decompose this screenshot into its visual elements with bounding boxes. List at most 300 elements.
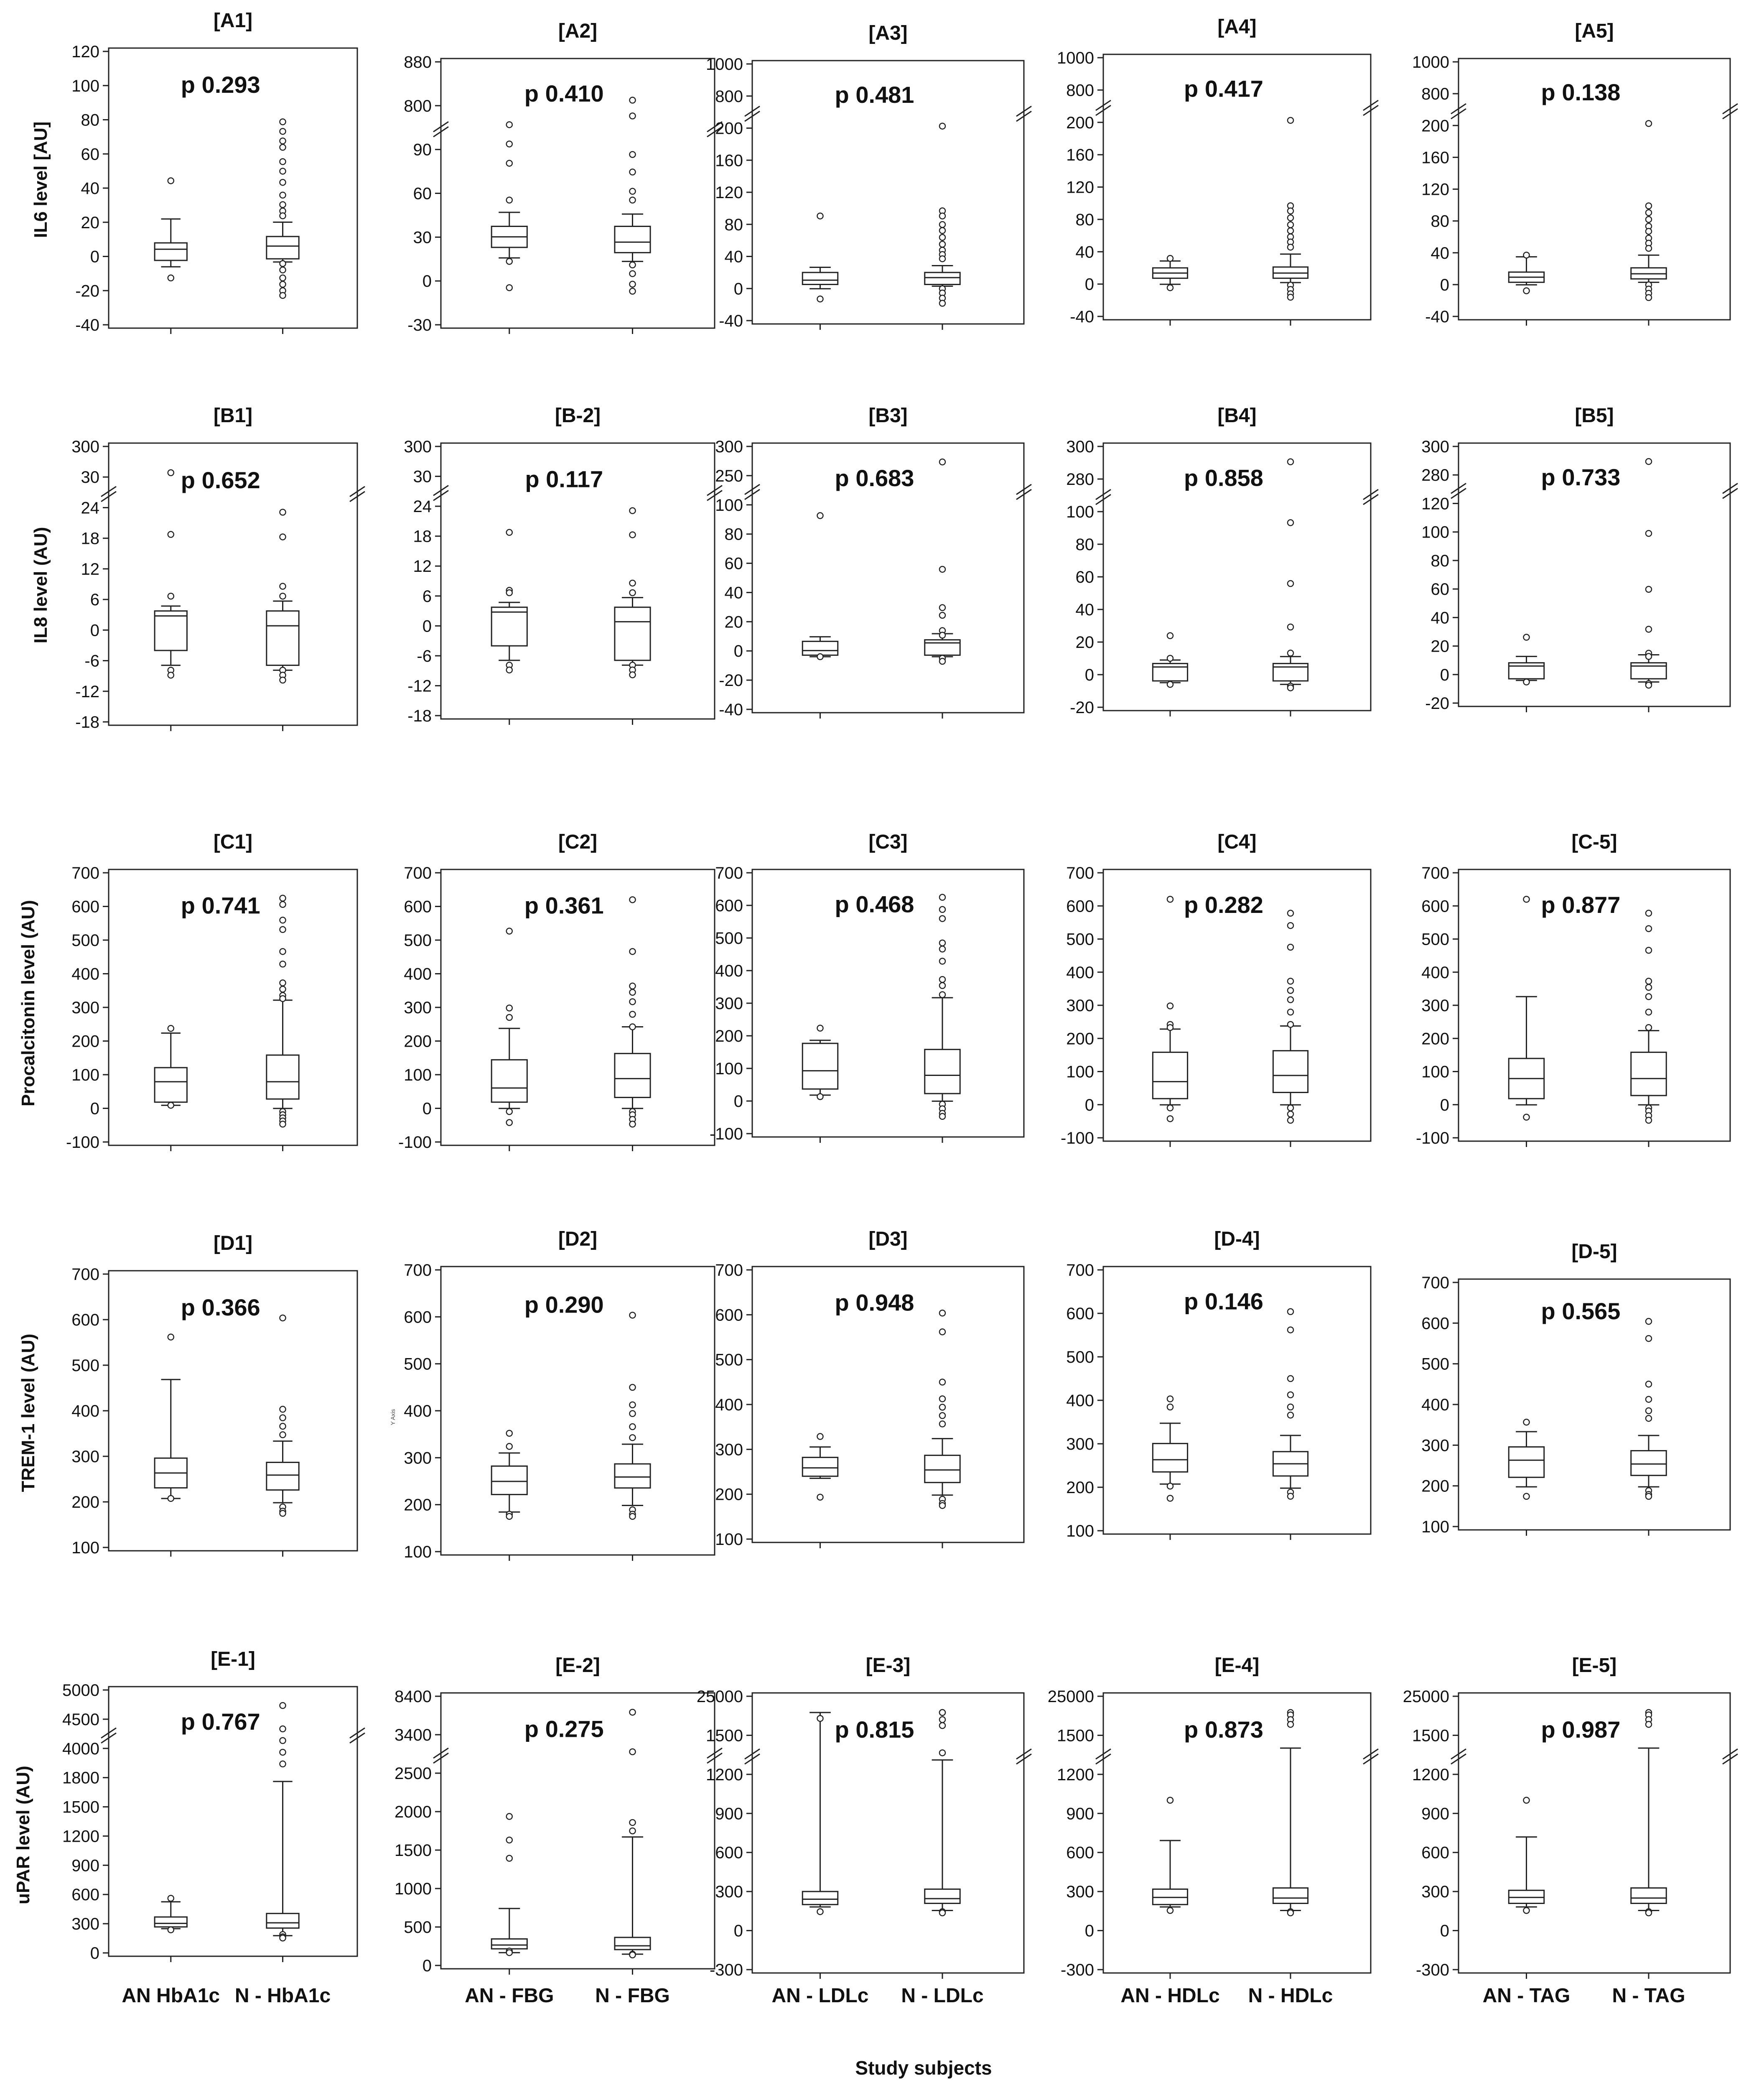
- outlier-point: [1646, 217, 1652, 222]
- panel-label: [D1]: [213, 1232, 253, 1254]
- outlier-point: [1288, 1376, 1293, 1382]
- outlier-point: [280, 1703, 286, 1708]
- box: [491, 1060, 527, 1102]
- y-tick-label: 25000: [696, 1687, 743, 1706]
- outlier-point: [280, 281, 286, 287]
- outlier-point: [630, 948, 636, 954]
- outlier-point: [1167, 1105, 1173, 1111]
- y-tick-label: 700: [404, 864, 432, 882]
- y-tick-label: 3400: [395, 1726, 432, 1744]
- panel-label: [D2]: [558, 1228, 598, 1250]
- y-tick-label: -6: [84, 652, 99, 670]
- outlier-point: [1646, 1910, 1652, 1916]
- p-value-label: p 0.138: [1541, 79, 1621, 105]
- panel-d1: [71, 1232, 357, 1557]
- panel-d-4: [1066, 1228, 1371, 1540]
- y-tick-label: -18: [75, 713, 99, 732]
- box: [491, 607, 527, 646]
- outlier-point: [280, 534, 286, 540]
- outlier-point: [168, 1334, 174, 1340]
- outlier-point: [1167, 655, 1173, 661]
- y-tick-label: 8400: [395, 1687, 432, 1706]
- y-tick-label: 600: [1421, 1314, 1449, 1333]
- y-tick-label: 60: [413, 184, 432, 203]
- outlier-point: [817, 1909, 823, 1914]
- y-tick-label: 280: [1421, 466, 1449, 485]
- y-tick-label: 80: [724, 525, 743, 544]
- outlier-point: [280, 1761, 286, 1767]
- outlier-point: [1288, 1022, 1293, 1027]
- outlier-point: [1288, 1494, 1293, 1499]
- p-value-label: p 0.275: [524, 1715, 604, 1742]
- panel-label: [A4]: [1217, 16, 1257, 38]
- box: [615, 227, 650, 253]
- outlier-point: [1288, 244, 1293, 250]
- panel-a3: [706, 22, 1031, 330]
- y-tick-label: 300: [715, 438, 743, 456]
- box: [1273, 663, 1308, 681]
- outlier-point: [939, 632, 945, 638]
- y-tick-label: 200: [71, 1493, 99, 1511]
- panel-a1: [71, 10, 357, 334]
- y-tick-label: 1200: [1057, 1765, 1094, 1784]
- y-tick-label: 700: [404, 1261, 432, 1280]
- y-tick-label: 100: [1066, 503, 1094, 521]
- y-tick-label: 120: [715, 184, 743, 202]
- outlier-point: [1288, 1721, 1293, 1727]
- outlier-point: [1646, 1117, 1652, 1123]
- box: [802, 641, 838, 655]
- y-tick-label: 60: [1431, 580, 1449, 599]
- outlier-point: [1288, 997, 1293, 1003]
- outlier-point: [817, 296, 823, 302]
- y-tick-label: 40: [81, 179, 99, 198]
- row-ylabel-c: Procalcitonin level (AU): [18, 900, 38, 1106]
- row-ylabel-a: IL6 level [AU]: [31, 121, 51, 238]
- y-tick-label: 300: [1421, 1436, 1449, 1455]
- outlier-point: [630, 281, 636, 287]
- y-tick-label: 300: [404, 999, 432, 1017]
- outlier-point: [168, 672, 174, 678]
- panel-d-5: [1421, 1241, 1730, 1536]
- outlier-point: [939, 1379, 945, 1385]
- outlier-point: [280, 902, 286, 907]
- y-tick-label: 160: [1421, 148, 1449, 167]
- outlier-point: [817, 513, 823, 519]
- outlier-point: [1288, 1392, 1293, 1398]
- outlier-point: [1646, 1408, 1652, 1414]
- figure-xlabel: Study subjects: [855, 2057, 992, 2079]
- y-tick-label: 500: [71, 1356, 99, 1375]
- box: [1273, 1888, 1308, 1904]
- outlier-point: [507, 1837, 512, 1843]
- y-tick-label: 600: [715, 1306, 743, 1325]
- box: [155, 243, 187, 260]
- y-tick-label: -40: [719, 701, 743, 719]
- y-tick-label: 100: [715, 1530, 743, 1549]
- y-tick-label: 4500: [62, 1710, 99, 1729]
- box: [615, 1053, 650, 1097]
- category-label: AN - FBG: [465, 1985, 554, 2007]
- p-value-label: p 0.877: [1541, 892, 1621, 918]
- outlier-point: [1288, 459, 1293, 465]
- outlier-point: [1524, 1494, 1530, 1499]
- p-value-label: p 0.733: [1541, 464, 1621, 490]
- outlier-point: [939, 958, 945, 964]
- outlier-point: [280, 261, 286, 267]
- row-ylabel-b: IL8 level (AU): [31, 527, 51, 644]
- box: [802, 1043, 838, 1089]
- y-tick-label: 1500: [1412, 1726, 1449, 1745]
- y-tick-label: -6: [417, 647, 432, 665]
- outlier-point: [817, 213, 823, 219]
- outlier-point: [1646, 910, 1652, 916]
- y-tick-label: 12: [413, 557, 432, 576]
- y-tick-label: 1500: [395, 1841, 432, 1860]
- outlier-point: [168, 275, 174, 281]
- outlier-point: [1524, 679, 1530, 685]
- outlier-point: [280, 275, 286, 281]
- y-tick-label: 90: [413, 140, 432, 159]
- y-tick-label: -40: [1070, 308, 1094, 326]
- box: [1153, 663, 1187, 681]
- outlier-point: [630, 508, 636, 514]
- panel-a4: [1057, 16, 1378, 326]
- box: [615, 607, 650, 660]
- outlier-point: [1646, 1494, 1652, 1499]
- box: [267, 611, 299, 665]
- box: [1273, 1051, 1308, 1093]
- y-tick-label: 200: [404, 1496, 432, 1514]
- outlier-point: [280, 293, 286, 298]
- panel-b3: [715, 405, 1031, 719]
- y-tick-label: 24: [81, 499, 99, 517]
- p-value-label: p 0.293: [181, 71, 260, 98]
- panel-label: [C3]: [868, 831, 908, 853]
- outlier-point: [280, 267, 286, 273]
- outlier-point: [939, 1404, 945, 1410]
- outlier-point: [939, 1910, 945, 1916]
- outlier-point: [1167, 1396, 1173, 1402]
- y-tick-label: 400: [71, 965, 99, 984]
- y-tick-label: 80: [81, 111, 99, 130]
- y-tick-label: 200: [1421, 1030, 1449, 1048]
- box: [615, 1937, 650, 1950]
- outlier-point: [939, 940, 945, 946]
- outlier-point: [630, 1121, 636, 1127]
- outlier-point: [939, 612, 945, 618]
- outlier-point: [1524, 896, 1530, 902]
- outlier-point: [1524, 252, 1530, 258]
- outlier-point: [939, 459, 945, 465]
- outlier-point: [507, 1856, 512, 1861]
- y-tick-label: 300: [1421, 997, 1449, 1015]
- outlier-point: [280, 1726, 286, 1732]
- y-tick-label: 300: [1066, 997, 1094, 1015]
- row-ylabel-e: uPAR level (AU): [13, 1766, 33, 1904]
- y-tick-label: -20: [1425, 694, 1449, 713]
- y-tick-label: 400: [1421, 963, 1449, 982]
- outlier-point: [1646, 653, 1652, 659]
- panel-b4: [1066, 405, 1378, 717]
- outlier-point: [630, 1828, 636, 1834]
- category-label: N - HDLc: [1248, 1985, 1333, 2007]
- y-tick-label: 250: [715, 466, 743, 485]
- outlier-point: [630, 271, 636, 277]
- outlier-point: [1288, 1412, 1293, 1418]
- outlier-point: [507, 928, 512, 934]
- category-label: N - LDLc: [901, 1985, 984, 2007]
- outlier-point: [1288, 624, 1293, 630]
- outlier-point: [1646, 530, 1652, 536]
- outlier-point: [1646, 210, 1652, 216]
- y-tick-label: 1200: [62, 1827, 99, 1846]
- outlier-point: [1646, 1009, 1652, 1015]
- outlier-point: [630, 113, 636, 119]
- y-tick-label: 0: [422, 272, 432, 291]
- y-tick-label: 300: [404, 438, 432, 456]
- outlier-point: [817, 1025, 823, 1031]
- y-tick-label: 700: [1421, 1274, 1449, 1292]
- p-value-label: p 0.468: [835, 891, 914, 918]
- y-tick-label: 400: [1066, 1392, 1094, 1410]
- box: [925, 1889, 960, 1903]
- y-tick-label: 400: [1421, 1396, 1449, 1414]
- outlier-point: [1288, 1327, 1293, 1333]
- outlier-point: [280, 1935, 286, 1941]
- box: [1631, 1888, 1667, 1904]
- outlier-point: [280, 677, 286, 683]
- outlier-point: [280, 1749, 286, 1755]
- outlier-point: [630, 1820, 636, 1825]
- panel-e-4: [1048, 1654, 1378, 2007]
- y-tick-label: 120: [1421, 494, 1449, 513]
- y-tick-label: 500: [1066, 1348, 1094, 1366]
- outlier-point: [280, 1315, 286, 1321]
- y-tick-label: 600: [71, 897, 99, 916]
- p-value-label: p 0.858: [1184, 464, 1263, 491]
- y-tick-label: 400: [715, 962, 743, 980]
- outlier-point: [280, 986, 286, 992]
- outlier-point: [939, 301, 945, 306]
- y-tick-label: 100: [71, 76, 99, 95]
- p-value-label: p 0.361: [524, 892, 604, 919]
- outlier-point: [1288, 1009, 1293, 1015]
- category-label: AN - HDLc: [1120, 1985, 1220, 2007]
- outlier-point: [939, 234, 945, 240]
- outlier-point: [939, 658, 945, 664]
- panel-label: [E-5]: [1572, 1654, 1617, 1677]
- panel-label: [B1]: [213, 405, 253, 427]
- outlier-point: [939, 228, 945, 234]
- y-tick-label: 0: [90, 1944, 99, 1963]
- outlier-point: [280, 917, 286, 923]
- outlier-point: [1288, 1117, 1293, 1123]
- outlier-point: [1288, 1404, 1293, 1410]
- outlier-point: [507, 1120, 512, 1126]
- outlier-point: [280, 138, 286, 144]
- outlier-point: [1646, 586, 1652, 592]
- y-tick-label: 2000: [395, 1803, 432, 1821]
- panel-label: [C2]: [558, 831, 598, 853]
- outlier-point: [168, 178, 174, 184]
- box: [1153, 1443, 1187, 1472]
- outlier-point: [168, 1102, 174, 1108]
- outlier-point: [1288, 685, 1293, 691]
- outlier-point: [1288, 944, 1293, 950]
- box: [1631, 1052, 1667, 1096]
- outlier-point: [1167, 1404, 1173, 1410]
- outlier-point: [507, 1109, 512, 1114]
- y-tick-label: 500: [1421, 1355, 1449, 1374]
- outlier-point: [280, 119, 286, 125]
- y-tick-label: -20: [719, 671, 743, 690]
- y-tick-label: 1000: [1412, 53, 1449, 71]
- outlier-point: [1288, 581, 1293, 586]
- outlier-point: [1524, 1797, 1530, 1803]
- outlier-point: [1524, 288, 1530, 294]
- y-tick-label: 500: [1421, 930, 1449, 949]
- y-tick-label: 700: [715, 864, 743, 882]
- box: [925, 1050, 960, 1094]
- y-tick-label: 20: [724, 613, 743, 632]
- y-tick-label: 100: [1421, 523, 1449, 542]
- outlier-point: [507, 1005, 512, 1011]
- outlier-point: [1167, 896, 1173, 902]
- outlier-point: [1646, 1318, 1652, 1324]
- panel-e-5: [1403, 1654, 1738, 2007]
- y-tick-label: 700: [715, 1261, 743, 1280]
- outlier-point: [939, 895, 945, 900]
- panel-c4: [1061, 831, 1371, 1147]
- p-value-label: p 0.290: [524, 1291, 604, 1318]
- y-tick-label: 6: [422, 587, 432, 606]
- outlier-point: [817, 654, 823, 660]
- outlier-point: [939, 1717, 945, 1723]
- y-tick-label: 500: [404, 1355, 432, 1374]
- y-tick-label: -100: [398, 1133, 432, 1152]
- y-tick-label: 100: [71, 1539, 99, 1557]
- outlier-point: [1646, 203, 1652, 209]
- row-ylabel-d: TREM-1 level (AU): [18, 1333, 38, 1492]
- y-tick-label: 900: [1421, 1805, 1449, 1823]
- y-tick-label: 300: [715, 1440, 743, 1459]
- outlier-point: [630, 197, 636, 203]
- box: [267, 1462, 299, 1490]
- y-tick-label: -12: [75, 682, 99, 701]
- y-tick-label: 600: [715, 1843, 743, 1862]
- y-tick-label: 280: [1066, 470, 1094, 489]
- outlier-point: [507, 1950, 512, 1955]
- y-tick-label: 40: [1431, 609, 1449, 627]
- y-tick-label: 0: [1084, 275, 1094, 294]
- y-tick-label: 600: [404, 1308, 432, 1327]
- outlier-point: [630, 288, 636, 294]
- y-tick-label: 800: [404, 97, 432, 115]
- outlier-point: [1646, 1721, 1652, 1727]
- y-tick-label: -12: [407, 677, 432, 696]
- p-value-label: p 0.410: [524, 80, 604, 107]
- panel-d3: [715, 1228, 1024, 1549]
- y-tick-label: 500: [715, 929, 743, 948]
- outlier-point: [1167, 255, 1173, 261]
- panel-label: [B4]: [1217, 405, 1257, 427]
- panel-label: [D3]: [868, 1228, 908, 1250]
- outlier-point: [507, 1430, 512, 1436]
- outlier-point: [1167, 633, 1173, 639]
- panel-e-3: [697, 1654, 1031, 2007]
- outlier-point: [630, 983, 636, 989]
- outlier-point: [939, 123, 945, 129]
- y-tick-label: 25000: [1403, 1687, 1449, 1706]
- p-value-label: p 0.366: [181, 1294, 260, 1321]
- y-tick-label: 100: [1066, 1063, 1094, 1081]
- outlier-point: [939, 1710, 945, 1715]
- outlier-point: [280, 1415, 286, 1421]
- p-value-label: p 0.481: [835, 81, 914, 108]
- outlier-point: [1288, 215, 1293, 221]
- outlier-point: [1167, 1025, 1173, 1030]
- outlier-point: [280, 509, 286, 515]
- outlier-point: [280, 948, 286, 954]
- outlier-point: [939, 1396, 945, 1402]
- y-tick-label: 100: [1421, 1063, 1449, 1081]
- y-tick-label: 500: [715, 1351, 743, 1369]
- y-tick-label: 120: [1421, 180, 1449, 199]
- outlier-point: [280, 1510, 286, 1516]
- outlier-point: [939, 241, 945, 247]
- outlier-point: [1288, 520, 1293, 525]
- y-tick-label: 880: [404, 53, 432, 71]
- y-tick-label: 1500: [706, 1726, 743, 1745]
- outlier-point: [1646, 1025, 1652, 1030]
- outlier-point: [939, 907, 945, 913]
- outlier-point: [1167, 1003, 1173, 1009]
- box: [155, 1068, 187, 1102]
- y-tick-label: 600: [1066, 897, 1094, 916]
- panel-label: [E-1]: [211, 1648, 255, 1670]
- category-label: AN - TAG: [1482, 1985, 1571, 2007]
- outlier-point: [939, 946, 945, 952]
- y-tick-label: 24: [413, 497, 432, 516]
- box: [615, 1464, 650, 1488]
- y-tick-label: 0: [422, 1099, 432, 1118]
- p-value-label: p 0.767: [181, 1708, 260, 1735]
- outlier-point: [630, 1384, 636, 1390]
- box: [267, 1914, 299, 1928]
- y-tick-label: 20: [1431, 637, 1449, 656]
- outlier-point: [939, 222, 945, 227]
- y-tick-label: 80: [724, 215, 743, 234]
- outlier-point: [168, 470, 174, 476]
- outlier-point: [507, 1514, 512, 1519]
- outlier-point: [630, 1514, 636, 1519]
- outlier-point: [168, 1496, 174, 1501]
- y-tick-label: 800: [715, 87, 743, 106]
- outlier-point: [630, 1411, 636, 1417]
- outlier-point: [1288, 1111, 1293, 1117]
- y-tick-label: 100: [404, 1543, 432, 1561]
- y-tick-label: 300: [71, 999, 99, 1017]
- outlier-point: [630, 262, 636, 268]
- y-tick-label: 700: [1421, 864, 1449, 882]
- outlier-point: [1288, 987, 1293, 993]
- y-tick-label: 0: [422, 617, 432, 636]
- y-tick-label: 500: [1066, 930, 1094, 949]
- y-tick-label: 40: [1075, 601, 1094, 619]
- outlier-point: [1288, 978, 1293, 984]
- outlier-point: [817, 1434, 823, 1440]
